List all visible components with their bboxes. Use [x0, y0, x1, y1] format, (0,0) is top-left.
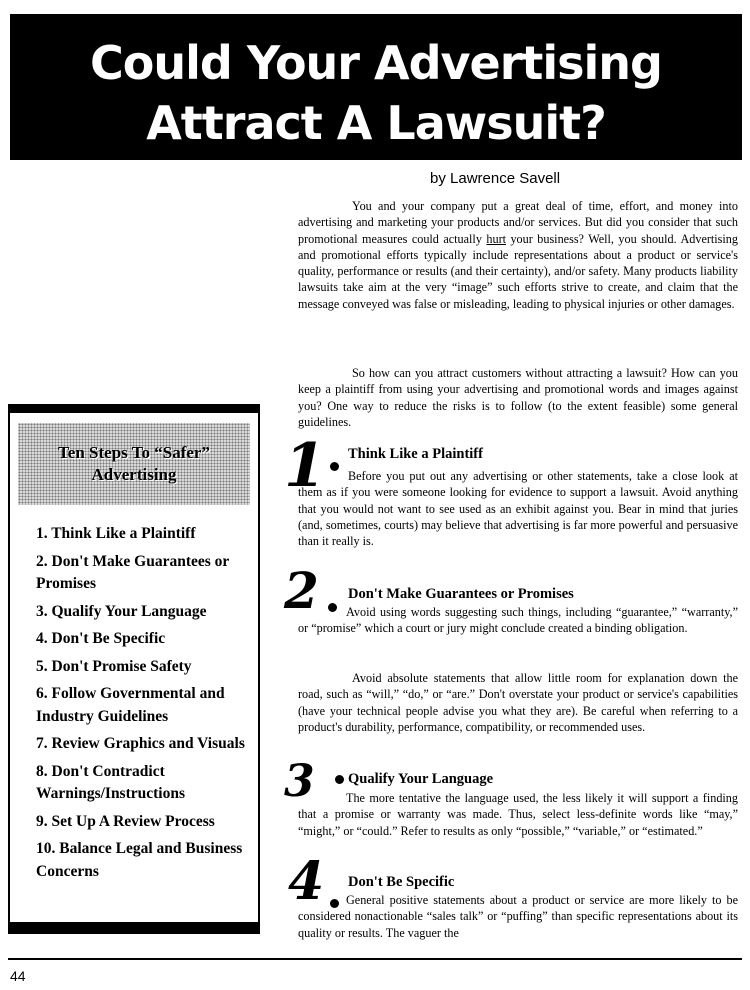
step-2-text-continued: Avoid absolute statements that allow little room for explanation down the road, such as “will,” “do,” or “are.” Don't overstate your product or service's capabilities (have your technical people advise you what they are). Be careful when referring to a product's durability, performance, compatibility, or recommended uses.: [298, 671, 738, 734]
list-item: 8. Don't Contradict Warnings/Instructions: [36, 762, 186, 802]
list-item: 3. Qualify Your Language: [36, 602, 207, 620]
step-2-text: Avoid using words suggesting such things, including “guarantee,” “warranty,” or “promise” which a court or jury might conclude created a binding obligation.: [298, 605, 738, 636]
list-item: 10. Balance Legal and Business Concerns: [36, 840, 243, 880]
sidebar-heading-line-1: Ten Steps To “Safer”: [58, 443, 210, 462]
sidebar-heading: [18, 423, 250, 505]
step-3-text: The more tentative the language used, the less likely it will support a finding that a promise or warranty was made. Thus, select less-definite words like “may,” “might,” or “could.” Refer to results as only “possible,” “variable,” or “estimated.”: [298, 791, 738, 838]
title-banner: [10, 14, 742, 160]
intro-paragraph-2: So how can you attract customers without attracting a lawsuit? How can you keep a plaintiff from using your advertising and promotional words and images against you? One way to reduce the risks is to follow (to the extent feasible) some general guidelines.: [298, 366, 738, 429]
intro-p1-text-a: You and your company put a great deal of time, effort, and money into advertising and marketing your products and/or services. But did you consider that such promotional measures could actually: [298, 199, 738, 246]
step-3-heading: Qualify Your Language: [348, 771, 494, 787]
step-4-heading: Don't Be Specific: [348, 874, 455, 890]
sidebar-box: [8, 404, 260, 934]
step-3-number: 3: [284, 756, 315, 807]
step-1-heading: Think Like a Plaintiff: [348, 446, 483, 462]
page-number: 44: [10, 968, 26, 984]
step-4-text: General positive statements about a product or service are more likely to be considered nonactionable “sales talk” or “puffing” than specific representations about its quality or results. The vaguer the: [298, 893, 738, 940]
intro-paragraph-1: [298, 198, 738, 312]
list-item: 1. Think Like a Plaintiff: [36, 525, 196, 542]
list-item: 5. Don't Promise Safety: [36, 657, 192, 675]
step-2-number: 2: [284, 561, 319, 620]
byline: by Lawrence Savell: [430, 170, 561, 187]
title-line-1: Could Your Advertising: [90, 36, 662, 90]
intro-p1-underlined: hurt: [486, 231, 507, 246]
intro-p1-text-b: your business? Well, you should. Advertising and promotional efforts typically include representations about a product or service's quality, performance or results (and their certainty), and/or safety. Many products liability lawsuits take aim at the very “image” such efforts strive to create, and claim that the message conveyed was false or misleading, leading to physical injuries or other damages.: [298, 231, 738, 311]
step-4-number: 4: [288, 851, 325, 912]
title-line-2: Attract A Lawsuit?: [146, 96, 606, 150]
step-1-text: Before you put out any advertising or other statements, take a close look at them as if you were someone looking for evidence to support a lawsuit. Avoid anything that you would not want to see used as an exhibit against you. Bear in mind that juries (and, sometimes, courts) may believe that advertising is far more powerful and persuasive than it really is.: [298, 469, 738, 549]
step-3-bullet: [335, 775, 344, 784]
step-2-heading: Don't Make Guarantees or Promises: [348, 586, 574, 602]
list-item: 2. Don't Make Guarantees or Promises: [36, 552, 230, 592]
list-item: 6. Follow Governmental and Industry Guidelines: [36, 685, 225, 725]
step-1-number: 1: [284, 431, 326, 501]
list-item: 9. Set Up A Review Process: [36, 812, 215, 830]
sidebar-list: [36, 523, 256, 888]
footer-rule: [8, 958, 742, 960]
list-item: 4. Don't Be Specific: [36, 630, 166, 647]
sidebar-heading-line-2: Advertising: [91, 465, 177, 484]
list-item: 7. Review Graphics and Visuals: [36, 735, 245, 752]
